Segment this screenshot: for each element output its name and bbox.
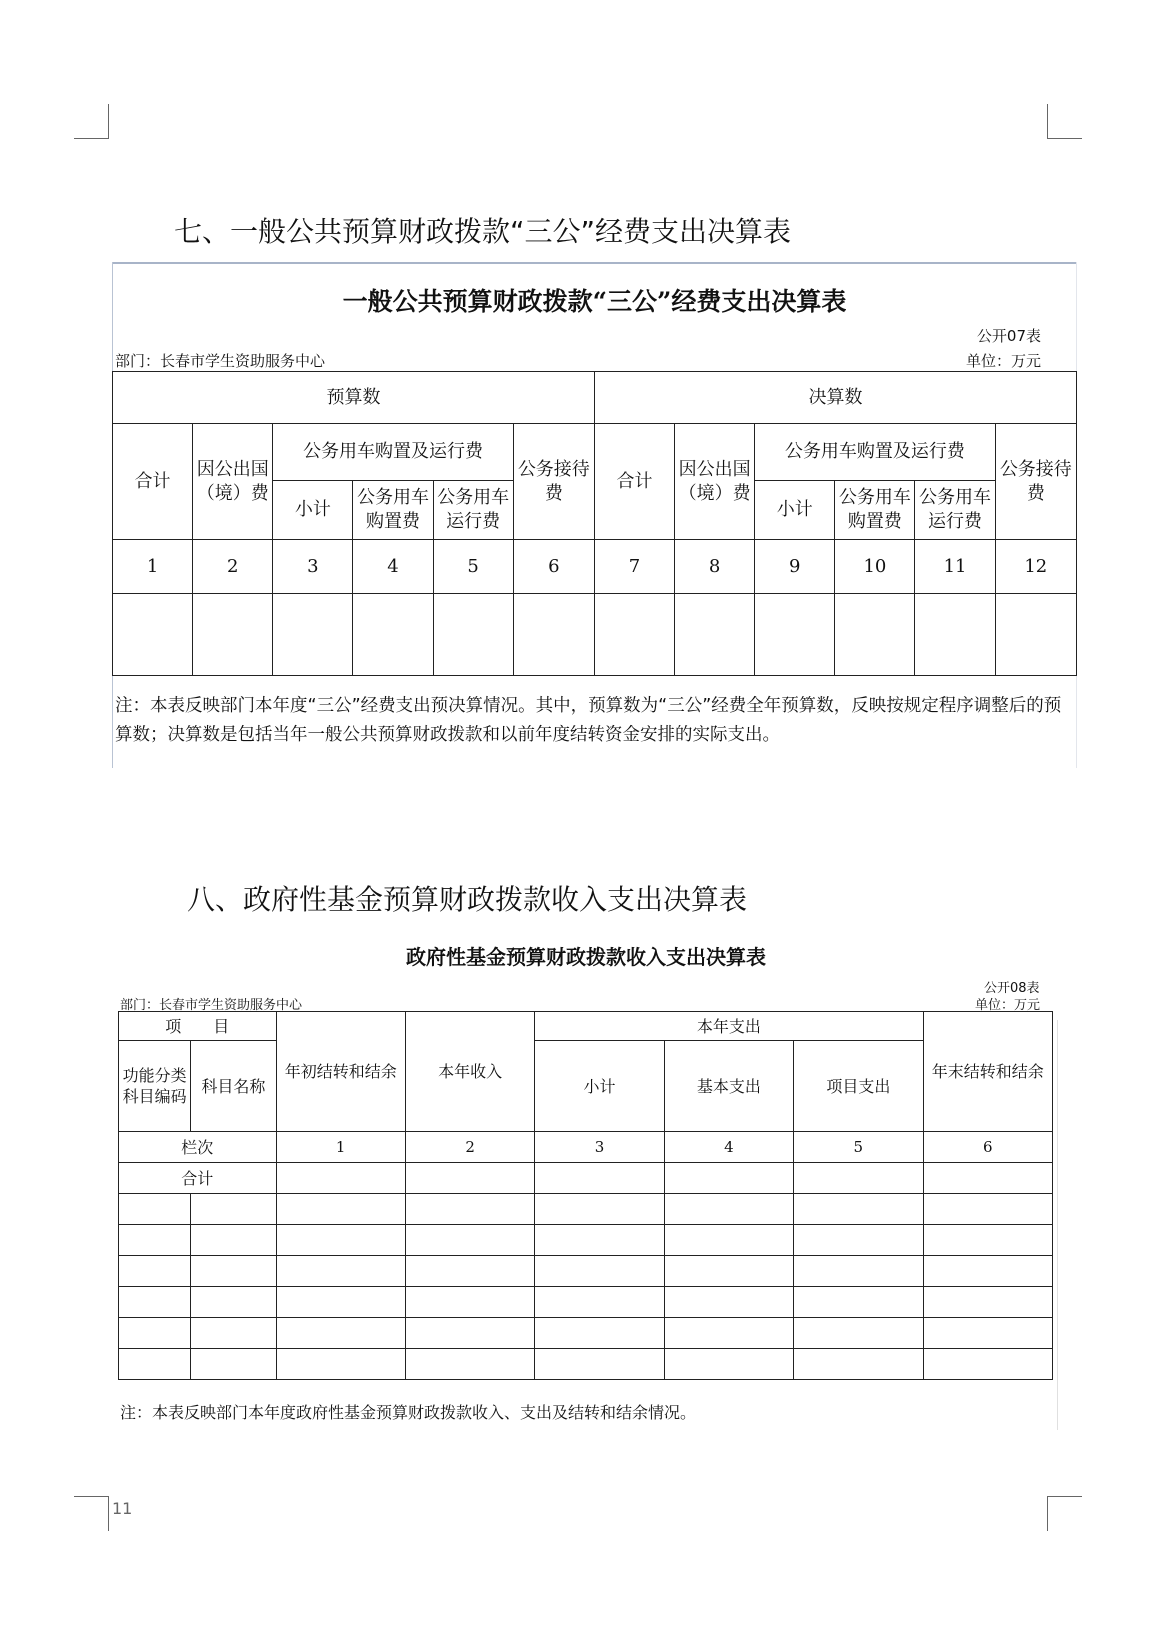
- header-reception: 公务接待费: [513, 424, 594, 540]
- table-7-image: [112, 262, 1077, 768]
- column-number: 2: [405, 1132, 534, 1163]
- header-subject-name: 科目名称: [191, 1041, 276, 1132]
- header-total: 合计: [594, 424, 674, 540]
- header-vehicle-purchase: 公务用车购置费: [353, 481, 433, 540]
- header-subtotal: 小计: [755, 481, 835, 540]
- table-8-title: 政府性基金预算财政拨款收入支出决算表: [406, 945, 766, 969]
- table-row: [119, 1349, 1053, 1380]
- header-project: 项目支出: [794, 1041, 923, 1132]
- column-number: 4: [664, 1132, 793, 1163]
- header-expense-group: 本年支出: [535, 1012, 923, 1041]
- header-end-balance: 年末结转和结余: [923, 1012, 1052, 1132]
- header-begin-balance: 年初结转和结余: [276, 1012, 405, 1132]
- crop-mark-top-right: [1047, 104, 1082, 139]
- header-subtotal: 小计: [535, 1041, 664, 1132]
- section-7-heading: 七、一般公共预算财政拨款“三公”经费支出决算表: [174, 215, 792, 248]
- form-code: 公开07表: [976, 327, 1041, 345]
- three-public-expense-table: [112, 371, 1077, 676]
- column-number: 6: [923, 1132, 1052, 1163]
- table-row: [113, 594, 1077, 676]
- header-vehicle: 公务用车购置及运行费: [273, 424, 513, 481]
- table-8-note: 注：本表反映部门本年度政府性基金预算财政拨款收入、支出及结转和结余情况。: [120, 1403, 697, 1422]
- column-number: 9: [755, 540, 835, 594]
- table-7-title: 一般公共预算财政拨款“三公”经费支出决算表: [342, 287, 847, 316]
- table-row: [119, 1318, 1053, 1349]
- department-label: 部门：长春市学生资助服务中心: [115, 352, 326, 370]
- header-reception: 公务接待费: [995, 424, 1076, 540]
- row-label-index: 栏次: [119, 1132, 277, 1163]
- column-number: 10: [835, 540, 915, 594]
- unit-label: 单位：万元: [965, 352, 1041, 370]
- column-number: 1: [113, 540, 193, 594]
- column-number: 4: [353, 540, 433, 594]
- header-vehicle-purchase: 公务用车购置费: [835, 481, 915, 540]
- column-number: 7: [594, 540, 674, 594]
- table-row: [119, 1256, 1053, 1287]
- row-label-total: 合计: [119, 1163, 277, 1194]
- column-number: 1: [276, 1132, 405, 1163]
- crop-mark-bottom-left: [74, 1496, 109, 1531]
- header-travel: 因公出国（境）费: [193, 424, 273, 540]
- government-fund-table: [118, 1011, 1053, 1380]
- crop-mark-top-left: [74, 104, 109, 139]
- header-vehicle-run: 公务用车运行费: [915, 481, 995, 540]
- header-vehicle-run: 公务用车运行费: [433, 481, 513, 540]
- header-travel: 因公出国（境）费: [675, 424, 755, 540]
- section-8-heading: 八、政府性基金预算财政拨款收入支出决算表: [187, 883, 748, 916]
- header-func-code: 功能分类科目编码: [119, 1041, 191, 1132]
- header-basic: 基本支出: [664, 1041, 793, 1132]
- crop-mark-bottom-right: [1047, 1496, 1082, 1531]
- column-number: 5: [433, 540, 513, 594]
- department-label: 部门：长春市学生资助服务中心: [120, 998, 303, 1013]
- unit-label: 单位：万元: [975, 998, 1041, 1013]
- column-number: 3: [535, 1132, 664, 1163]
- header-subtotal: 小计: [273, 481, 353, 540]
- column-number: 6: [513, 540, 594, 594]
- column-number: 11: [915, 540, 995, 594]
- header-income: 本年收入: [405, 1012, 534, 1132]
- column-number: 8: [675, 540, 755, 594]
- header-vehicle: 公务用车购置及运行费: [755, 424, 995, 481]
- table-7-note: 注：本表反映部门本年度“三公”经费支出预决算情况。其中，预算数为“三公”经费全年预算数，反映按规定程序调整后的预算数；决算数是包括当年一般公共预算财政拨款和以前年度结转资金安排的实际支出。: [115, 696, 1062, 745]
- header-item: 项 目: [119, 1012, 277, 1041]
- header-budget: 预算数: [113, 372, 595, 424]
- page-number: 11: [112, 1499, 133, 1518]
- table-row: [119, 1194, 1053, 1225]
- header-final: 决算数: [594, 372, 1076, 424]
- column-number: 3: [273, 540, 353, 594]
- column-number: 5: [794, 1132, 923, 1163]
- column-number: 12: [995, 540, 1076, 594]
- header-total: 合计: [113, 424, 193, 540]
- table-row: [119, 1287, 1053, 1318]
- column-number: 2: [193, 540, 273, 594]
- table-row: [119, 1225, 1053, 1256]
- form-code: 公开08表: [984, 981, 1040, 996]
